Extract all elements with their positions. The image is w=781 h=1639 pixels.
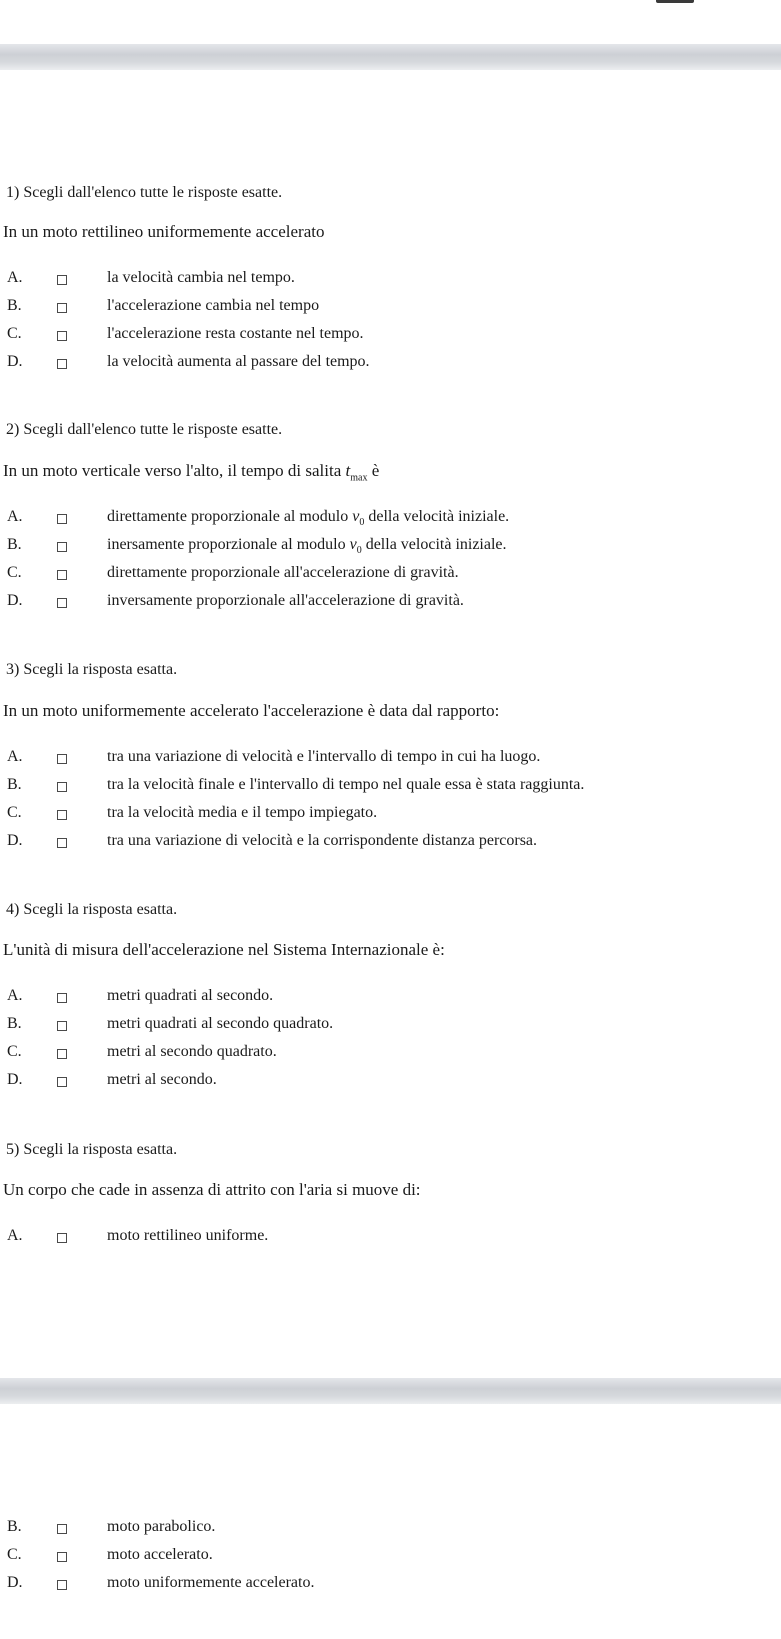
- option-text: inersamente proporzionale al modulo $v_0$ della velocità iniziale.: [107, 536, 507, 557]
- option-letter: A.: [7, 508, 23, 525]
- option-text: tra la velocità media e il tempo impiegato.: [107, 804, 378, 821]
- question-3-title: 3) Scegli la risposta esatta.: [6, 661, 178, 678]
- option-letter: C.: [7, 564, 22, 581]
- option-text: moto parabolico.: [107, 1518, 216, 1535]
- scroll-indicator: [656, 0, 694, 3]
- option-letter: C.: [7, 1043, 22, 1060]
- question-2-option-b[interactable]: [0, 536, 781, 560]
- option-text: moto rettilineo uniforme.: [107, 1227, 269, 1244]
- question-5-option-c[interactable]: [0, 1546, 781, 1570]
- question-3-option-b[interactable]: [0, 776, 781, 800]
- checkbox-icon[interactable]: [57, 514, 67, 524]
- option-letter: A.: [7, 748, 23, 765]
- option-letter: A.: [7, 269, 23, 286]
- question-3-stem: In un moto uniformemente accelerato l'accelerazione è data dal rapporto:: [3, 701, 500, 720]
- option-text: la velocità cambia nel tempo.: [107, 269, 295, 286]
- option-letter: A.: [7, 1227, 23, 1244]
- question-5-option-b[interactable]: [0, 1518, 781, 1542]
- question-5-option-a[interactable]: [0, 1227, 781, 1251]
- option-letter: B.: [7, 1518, 22, 1535]
- checkbox-icon[interactable]: [57, 1524, 67, 1534]
- question-4-option-a[interactable]: [0, 987, 781, 1011]
- stem-text: In un moto verticale verso l'alto, il tempo di salita: [3, 461, 342, 480]
- option-text: tra la velocità finale e l'intervallo di tempo nel quale essa è stata raggiunta.: [107, 776, 585, 793]
- option-letter: C.: [7, 325, 22, 342]
- question-1-option-b[interactable]: [0, 297, 781, 321]
- checkbox-icon[interactable]: [57, 1233, 67, 1243]
- option-text: direttamente proporzionale all'accelerazione di gravità.: [107, 564, 459, 581]
- t-max-symbol: $t_{max}$: [345, 461, 368, 484]
- checkbox-icon[interactable]: [57, 598, 67, 608]
- option-letter: D.: [7, 832, 23, 849]
- option-text: l'accelerazione cambia nel tempo: [107, 297, 320, 314]
- option-letter: C.: [7, 1546, 22, 1563]
- option-letter: D.: [7, 592, 23, 609]
- question-4-title: 4) Scegli la risposta esatta.: [6, 901, 178, 918]
- checkbox-icon[interactable]: [57, 810, 67, 820]
- question-5-stem: Un corpo che cade in assenza di attrito con l'aria si muove di:: [3, 1180, 421, 1199]
- question-1-option-c[interactable]: [0, 325, 781, 349]
- question-4-stem: L'unità di misura dell'accelerazione nel Sistema Internazionale è:: [3, 940, 445, 959]
- option-text: metri al secondo.: [107, 1071, 217, 1088]
- option-text: la velocità aumenta al passare del tempo.: [107, 353, 370, 370]
- question-2-stem: [3, 461, 379, 483]
- checkbox-icon[interactable]: [57, 331, 67, 341]
- checkbox-icon[interactable]: [57, 359, 67, 369]
- question-1-title: 1) Scegli dall'elenco tutte le risposte esatte.: [6, 184, 283, 201]
- question-1-option-d[interactable]: [0, 353, 781, 377]
- option-letter: C.: [7, 804, 22, 821]
- stem-text-end: è: [371, 461, 380, 480]
- option-text: tra una variazione di velocità e l'intervallo di tempo in cui ha luogo.: [107, 748, 541, 765]
- option-text: moto accelerato.: [107, 1546, 213, 1563]
- page-separator: [0, 44, 781, 70]
- option-text: l'accelerazione resta costante nel tempo.: [107, 325, 364, 342]
- question-5-option-d[interactable]: [0, 1574, 781, 1598]
- v0-symbol: $v_0$: [352, 508, 365, 529]
- option-letter: A.: [7, 987, 23, 1004]
- question-4-option-c[interactable]: [0, 1043, 781, 1067]
- option-text: tra una variazione di velocità e la corrispondente distanza percorsa.: [107, 832, 538, 849]
- checkbox-icon[interactable]: [57, 303, 67, 313]
- option-text: metri quadrati al secondo.: [107, 987, 274, 1004]
- checkbox-icon[interactable]: [57, 1580, 67, 1590]
- checkbox-icon[interactable]: [57, 1077, 67, 1087]
- checkbox-icon[interactable]: [57, 782, 67, 792]
- option-text: metri quadrati al secondo quadrato.: [107, 1015, 334, 1032]
- option-letter: B.: [7, 536, 22, 553]
- question-1-option-a[interactable]: [0, 269, 781, 293]
- page-separator: [0, 1378, 781, 1404]
- v0-symbol: $v_0$: [349, 536, 362, 557]
- checkbox-icon[interactable]: [57, 542, 67, 552]
- checkbox-icon[interactable]: [57, 993, 67, 1003]
- question-2-title: 2) Scegli dall'elenco tutte le risposte esatte.: [6, 421, 283, 438]
- question-3-option-c[interactable]: [0, 804, 781, 828]
- question-2-option-a[interactable]: [0, 508, 781, 532]
- option-text: inversamente proporzionale all'accelerazione di gravità.: [107, 592, 464, 609]
- option-text: metri al secondo quadrato.: [107, 1043, 277, 1060]
- checkbox-icon[interactable]: [57, 1049, 67, 1059]
- checkbox-icon[interactable]: [57, 570, 67, 580]
- option-letter: D.: [7, 353, 23, 370]
- option-letter: B.: [7, 297, 22, 314]
- question-3-option-a[interactable]: [0, 748, 781, 772]
- option-text: direttamente proporzionale al modulo $v_0$ della velocità iniziale.: [107, 508, 510, 529]
- option-letter: D.: [7, 1071, 23, 1088]
- question-4-option-b[interactable]: [0, 1015, 781, 1039]
- question-4-option-d[interactable]: [0, 1071, 781, 1095]
- option-letter: D.: [7, 1574, 23, 1591]
- question-1-stem: In un moto rettilineo uniformemente accelerato: [3, 222, 325, 241]
- checkbox-icon[interactable]: [57, 754, 67, 764]
- checkbox-icon[interactable]: [57, 1552, 67, 1562]
- question-2-option-d[interactable]: [0, 592, 781, 616]
- option-letter: B.: [7, 776, 22, 793]
- question-5-title: 5) Scegli la risposta esatta.: [6, 1141, 178, 1158]
- question-2-option-c[interactable]: [0, 564, 781, 588]
- checkbox-icon[interactable]: [57, 1021, 67, 1031]
- option-letter: B.: [7, 1015, 22, 1032]
- checkbox-icon[interactable]: [57, 838, 67, 848]
- checkbox-icon[interactable]: [57, 275, 67, 285]
- option-text: moto uniformemente accelerato.: [107, 1574, 315, 1591]
- question-3-option-d[interactable]: [0, 832, 781, 856]
